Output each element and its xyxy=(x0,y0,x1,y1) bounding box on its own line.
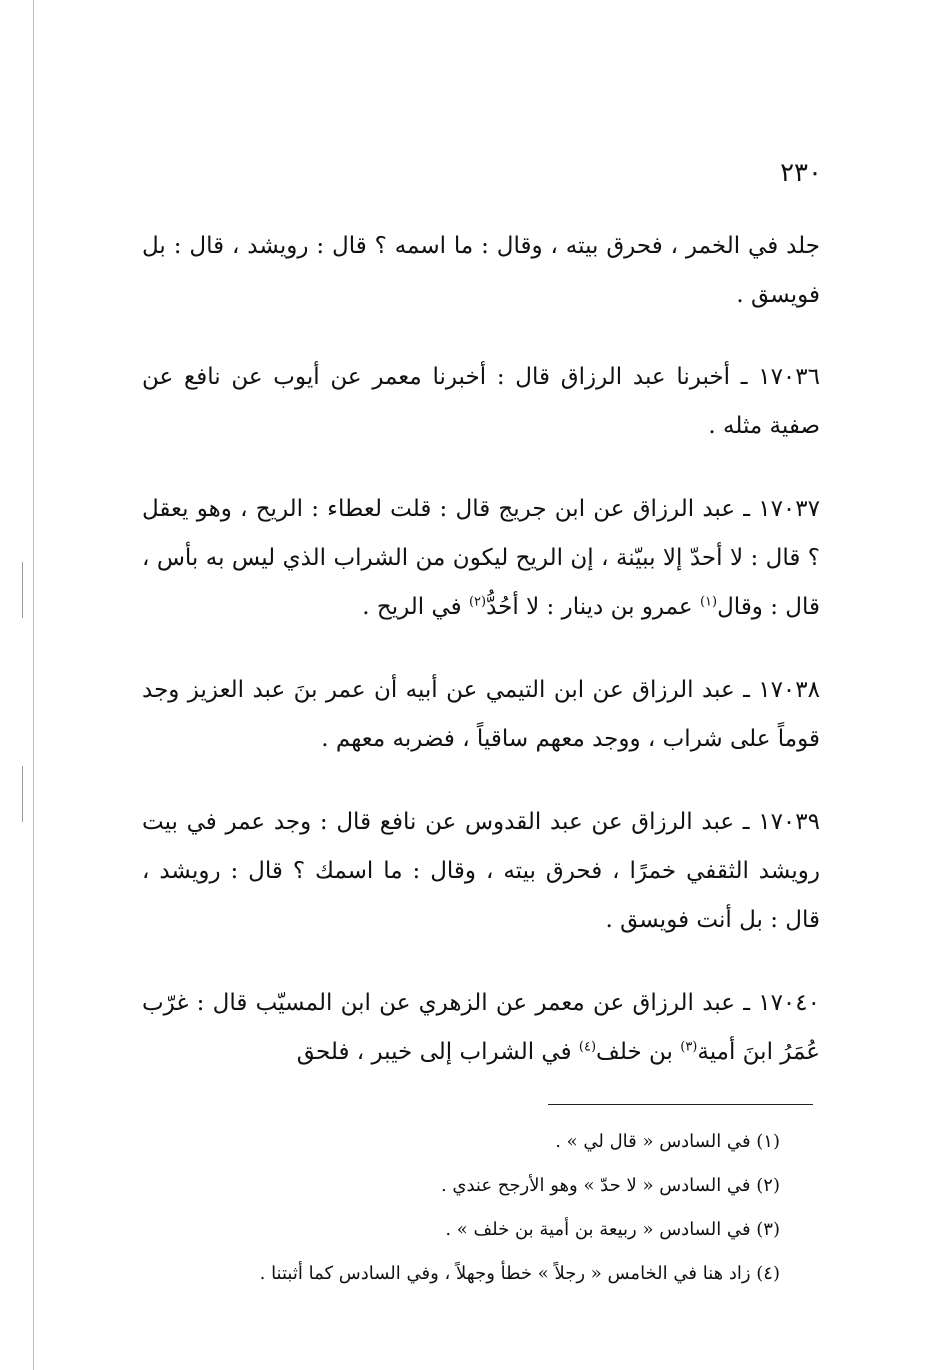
binding-edge-line xyxy=(33,0,34,1370)
paragraph xyxy=(142,979,820,1077)
footnote-marker: (٣) xyxy=(680,1039,698,1055)
scan-mark xyxy=(22,562,23,618)
footnote: (٢) في السادس « لا حدّ » وهو الأرجح عندي . xyxy=(440,1175,780,1196)
paragraph-text: ١٧٠٣٧ ـ عبد الرزاق عن ابن جريج قال : قلت لعطاء : الريح ، وهو يعقل ؟ قال : لا أحدّ إلا ببيّنة ، إن الريح ليكون من الشراب الذي ليس به بأس ، قال : وقال xyxy=(142,496,820,620)
paragraph: ١٧٠٣٨ ـ عبد الرزاق عن ابن التيمي عن أبيه أن عمر بنَ عبد العزيز وجد قوماً على شراب ، ووجد معهم ساقياً ، فضربه معهم . xyxy=(142,677,820,752)
footnotes xyxy=(160,1120,780,1296)
paragraph: جلد في الخمر ، فحرق بيته ، وقال : ما اسمه ؟ قال : رويشد ، قال : بل فويسق . xyxy=(142,233,820,308)
paragraph-text: عمرو بن دينار : لا أحُدُّ xyxy=(486,594,693,620)
page-number: ٢٣٠ xyxy=(780,158,822,188)
paragraph-text: في الريح . xyxy=(362,594,462,620)
scan-mark xyxy=(22,766,23,822)
paragraph: ١٧٠٣٩ ـ عبد الرزاق عن عبد القدوس عن نافع قال : وجد عمر في بيت رويشد الثقفي خمرًا ، فحرق بيته ، وقال : ما اسمك ؟ قال : رويشد ، قال : بل أنت فويسق . xyxy=(142,809,820,933)
paragraph-text: في الشراب إلى خيبر ، فلحق xyxy=(296,1039,572,1065)
footnote: (٤) زاد هنا في الخامس « رجلاً » خطأ وجهلاً ، وفي السادس كما أثبتنا . xyxy=(259,1263,780,1284)
main-text xyxy=(142,222,820,1111)
paragraph xyxy=(142,485,820,632)
paragraph: ١٧٠٣٦ ـ أخبرنا عبد الرزاق قال : أخبرنا معمر عن أيوب عن نافع عن صفية مثله . xyxy=(142,364,820,439)
paragraph-text: بن خلف xyxy=(596,1039,673,1065)
footnote: (١) في السادس « قال لي » . xyxy=(555,1131,780,1152)
footnote-divider xyxy=(548,1104,813,1105)
paragraph-text: ١٧٠٤٠ ـ عبد الرزاق عن معمر عن الزهري عن ابن المسيّب قال : غرّب عُمَرُ ابنَ أمية xyxy=(142,990,820,1065)
footnote-marker: (٤) xyxy=(578,1039,597,1055)
footnote-marker: (٢) xyxy=(468,594,487,610)
footnote-marker: (١) xyxy=(699,594,718,610)
footnote: (٣) في السادس « ربيعة بن أمية بن خلف » . xyxy=(445,1219,780,1240)
